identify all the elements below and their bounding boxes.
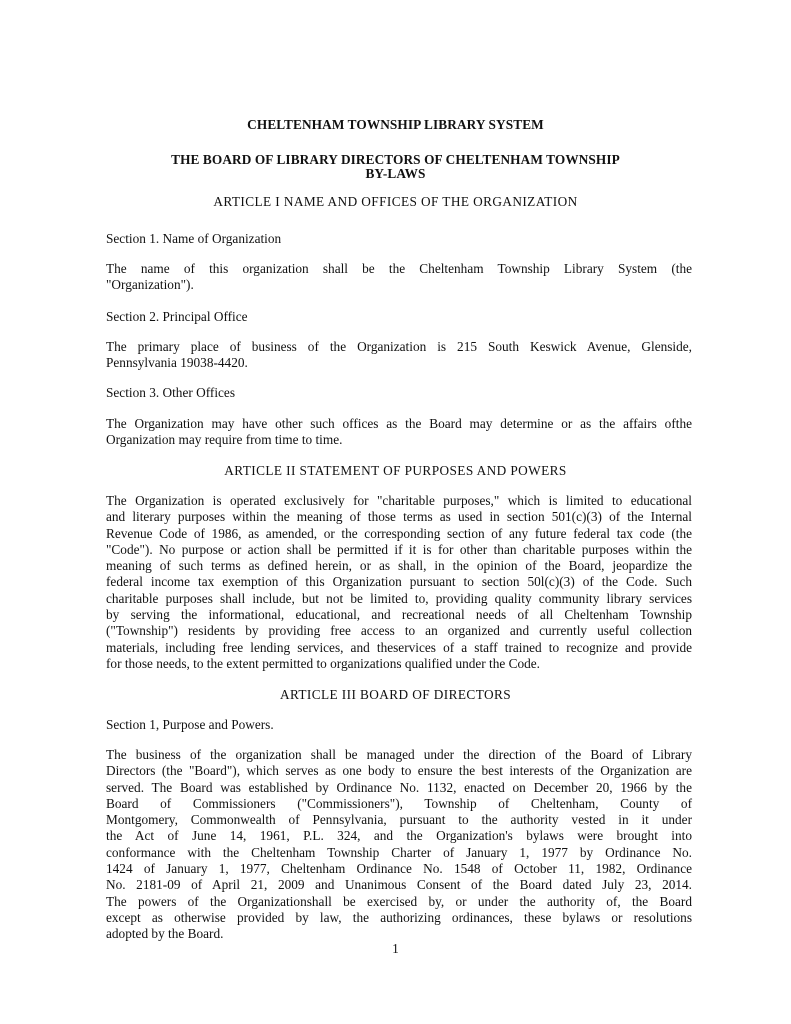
- article-3-section-1-heading: Section 1, Purpose and Powers.: [106, 717, 274, 732]
- text-line: served. The Board was established by Ordinance No. 1132, enacted on December 20, 1966 by the: [106, 779, 692, 795]
- text-line: except as otherwise provided by law, the authorizing ordinances, these bylaws or resolutions: [106, 909, 692, 925]
- article-3-heading: ARTICLE III BOARD OF DIRECTORS: [279, 687, 512, 702]
- text-line: The name of this organization shall be the Cheltenham Township Library System (the: [106, 261, 692, 276]
- text-line: Montgomery, Commonwealth of Pennsylvania, pursuant to the authority vested in it under: [106, 812, 692, 828]
- text-line: Pennsylvania 19038-4420.: [106, 355, 248, 371]
- text-line: Board of Commissioners ("Commissioners"), Township of Cheltenham, County of: [106, 795, 692, 811]
- section-1-heading: Section 1. Name of Organization: [106, 231, 282, 246]
- document-subtitle: THE BOARD OF LIBRARY DIRECTORS OF CHELTENHAM TOWNSHIP: [171, 152, 620, 167]
- text-line: The business of the organization shall be managed under the direction of the Board of Library: [106, 747, 692, 762]
- article-2-text: [106, 493, 692, 672]
- text-line: materials, including free lending services, and theservices of a staff trained to recognize and provide: [106, 639, 692, 655]
- section-3-heading: Section 3. Other Offices: [106, 385, 235, 400]
- page-number: 1: [392, 941, 399, 956]
- text-line: 1424 of January 1, 1977, Cheltenham Ordinance No. 1548 of October 11, 1982, Ordinance: [106, 861, 692, 877]
- text-line: "Organization").: [106, 277, 194, 293]
- text-line: Directors (the "Board"), which serves as one body to ensure the best interests of the Organization are: [106, 763, 692, 779]
- section-2-heading: Section 2. Principal Office: [106, 309, 248, 324]
- text-line: the Act of June 14, 1961, P.L. 324, and the Organization's bylaws were brought into: [106, 828, 692, 844]
- text-line: Organization may require from time to time.: [106, 432, 343, 448]
- document-title: CHELTENHAM TOWNSHIP LIBRARY SYSTEM: [247, 117, 544, 132]
- article-2-heading: ARTICLE II STATEMENT OF PURPOSES AND POWERS: [224, 463, 567, 478]
- text-line: charitable purposes shall include, but not be limited to, providing quality community library services: [106, 590, 692, 606]
- text-line: The Organization is operated exclusively for "charitable purposes," which is limited to educational: [106, 493, 692, 508]
- text-line: for those needs, to the extent permitted to organizations qualified under the Code.: [106, 655, 540, 671]
- text-line: by serving the informational, educational, and recreational needs of all Cheltenham Township: [106, 607, 692, 623]
- text-line: No. 2181-09 of April 21, 2009 and Unanimous Consent of the Board dated July 23, 2014.: [106, 877, 692, 893]
- text-line: meaning of such terms as defined herein, or as shall, in the opinion of the Board, jeopardize the: [106, 558, 692, 574]
- section-3-text: [106, 416, 692, 449]
- article-3-text: [106, 747, 692, 943]
- text-line: adopted by the Board.: [106, 926, 224, 942]
- text-line: Revenue Code of 1986, as amended, or the corresponding section of any future federal tax code (the: [106, 525, 692, 541]
- text-line: "Code"). No purpose or action shall be permitted if it is for other than charitable purposes within the: [106, 541, 692, 557]
- article-1-heading: ARTICLE I NAME AND OFFICES OF THE ORGANIZATION: [213, 194, 578, 209]
- text-line: conformance with the Cheltenham Township Charter of January 1, 1977 by Ordinance No.: [106, 844, 692, 860]
- text-line: federal income tax exemption of this Organization pursuant to section 50l(c)(3) of the Code. Such: [106, 574, 692, 590]
- text-line: and literary purposes within the meaning of those terms as used in section 501(c)(3) of the Internal: [106, 509, 692, 525]
- text-line: The primary place of business of the Organization is 215 South Keswick Avenue, Glenside,: [106, 339, 692, 354]
- text-line: The Organization may have other such offices as the Board may determine or as the affairs ofthe: [106, 416, 692, 431]
- section-1-text: [106, 261, 692, 294]
- document-subtitle-bylaws: BY-LAWS: [365, 166, 426, 181]
- text-line: ("Township") residents by providing free access to an organized and currently useful collection: [106, 623, 692, 639]
- text-line: The powers of the Organizationshall be exercised by, or under the authority of, the Board: [106, 893, 692, 909]
- section-2-text: [106, 339, 692, 372]
